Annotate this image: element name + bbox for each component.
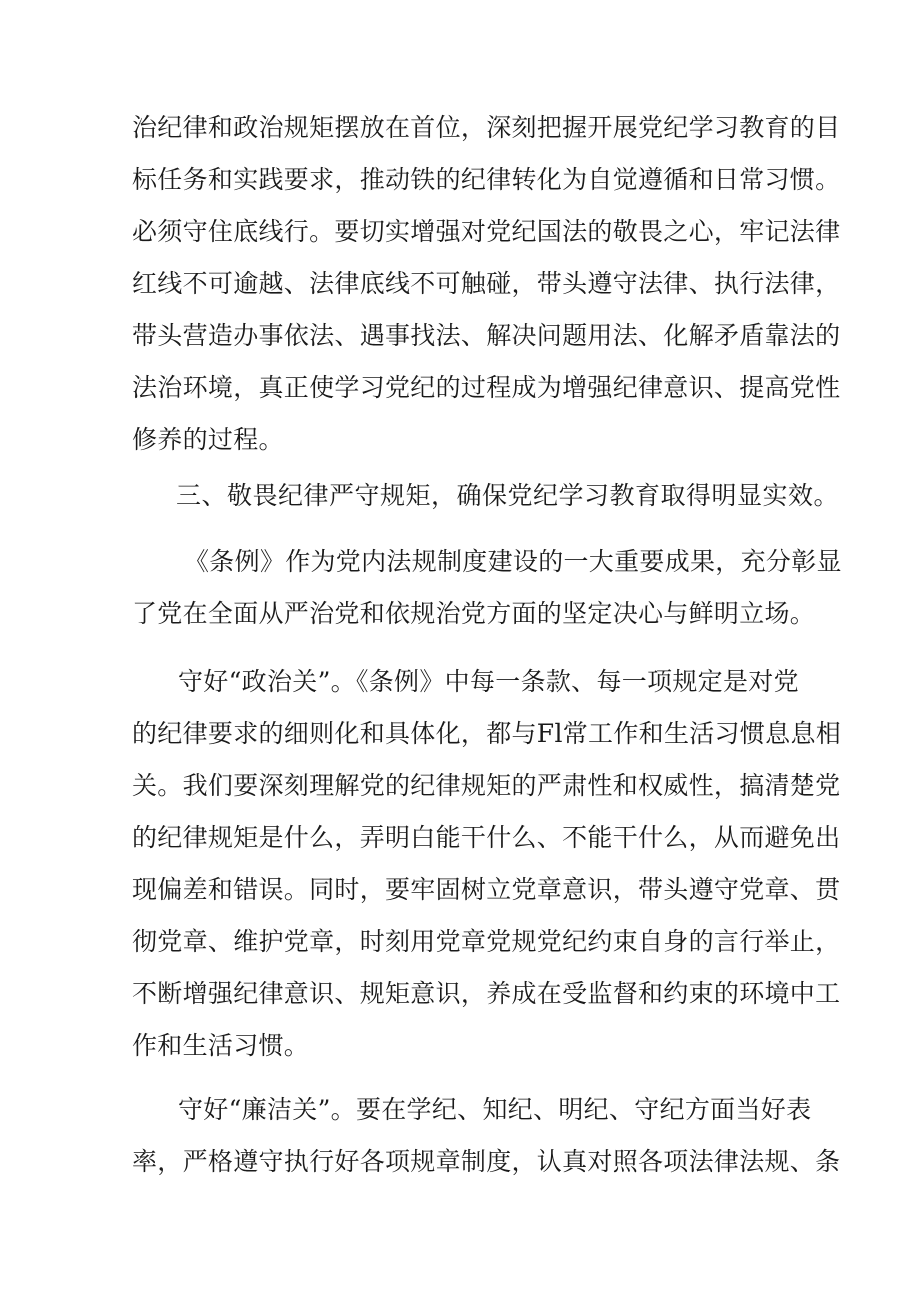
paragraph-political-gate: [132, 656, 842, 1072]
text-line: 《条例》作为党内法规制度建设的一大重要成果，充分彰显: [184, 547, 842, 576]
text-line: 治纪律和政治规矩摆放在首位，深刻把握开展党纪学习教育的目: [132, 113, 841, 142]
text-line: 带头营造办事依法、遇事找法、解决问题用法、化解矛盾靠法的: [132, 321, 841, 350]
text-line: 率，严格遵守执行好各项规章制度，认真对照各项法律法规、条: [132, 1147, 841, 1176]
text-line: 了党在全面从严治党和依规治党方面的坚定决心与鲜明立场。: [132, 599, 816, 628]
text-line: 作和生活习惯。: [132, 1031, 310, 1060]
text-line: 关。我们要深刻理解党的纪律规矩的严肃性和权威性，搞清楚党: [132, 771, 841, 800]
text-line: 的纪律规矩是什么，弄明白能干什么、不能干什么，从而避免出: [132, 823, 841, 852]
text-line: 现偏差和错误。同时，要牢固树立党章意识，带头遵守党章、贯: [132, 875, 841, 904]
section-heading: [176, 470, 840, 522]
text-line: 法治环境，真正使学习党纪的过程成为增强纪律意识、提高党性: [132, 373, 841, 402]
heading-text: 三、敬畏纪律严守规矩，确保党纪学习教育取得明显实效。: [176, 481, 840, 510]
text-line: 守好“政治关”。《条例》中每一条款、每一项规定是对党: [178, 667, 799, 696]
text-line: 守好“廉洁关”。要在学纪、知纪、明纪、守纪方面当好表: [178, 1095, 812, 1124]
paragraph-discipline-continuation: [132, 102, 841, 466]
text-line: 标任务和实践要求，推动铁的纪律转化为自觉遵循和日常习惯。: [132, 165, 841, 194]
text-line: 修养的过程。: [132, 425, 284, 454]
text-line: 彻党章、维护党章，时刻用党章党规党纪约束自身的言行举止，: [132, 927, 841, 956]
text-line: 不断增强纪律意识、规矩意识，养成在受监督和约束的环境中工: [132, 979, 841, 1008]
text-line: 的纪律要求的细则化和具体化，都与Fl常工作和生活习惯息息相: [132, 719, 842, 748]
paragraph-regulations: [132, 536, 842, 640]
text-line: 必须守住底线行。要切实增强对党纪国法的敬畏之心，牢记法律: [132, 217, 841, 246]
paragraph-integrity-gate: [132, 1084, 841, 1188]
text-line: 红线不可逾越、法律底线不可触碰，带头遵守法律、执行法律，: [132, 269, 841, 298]
